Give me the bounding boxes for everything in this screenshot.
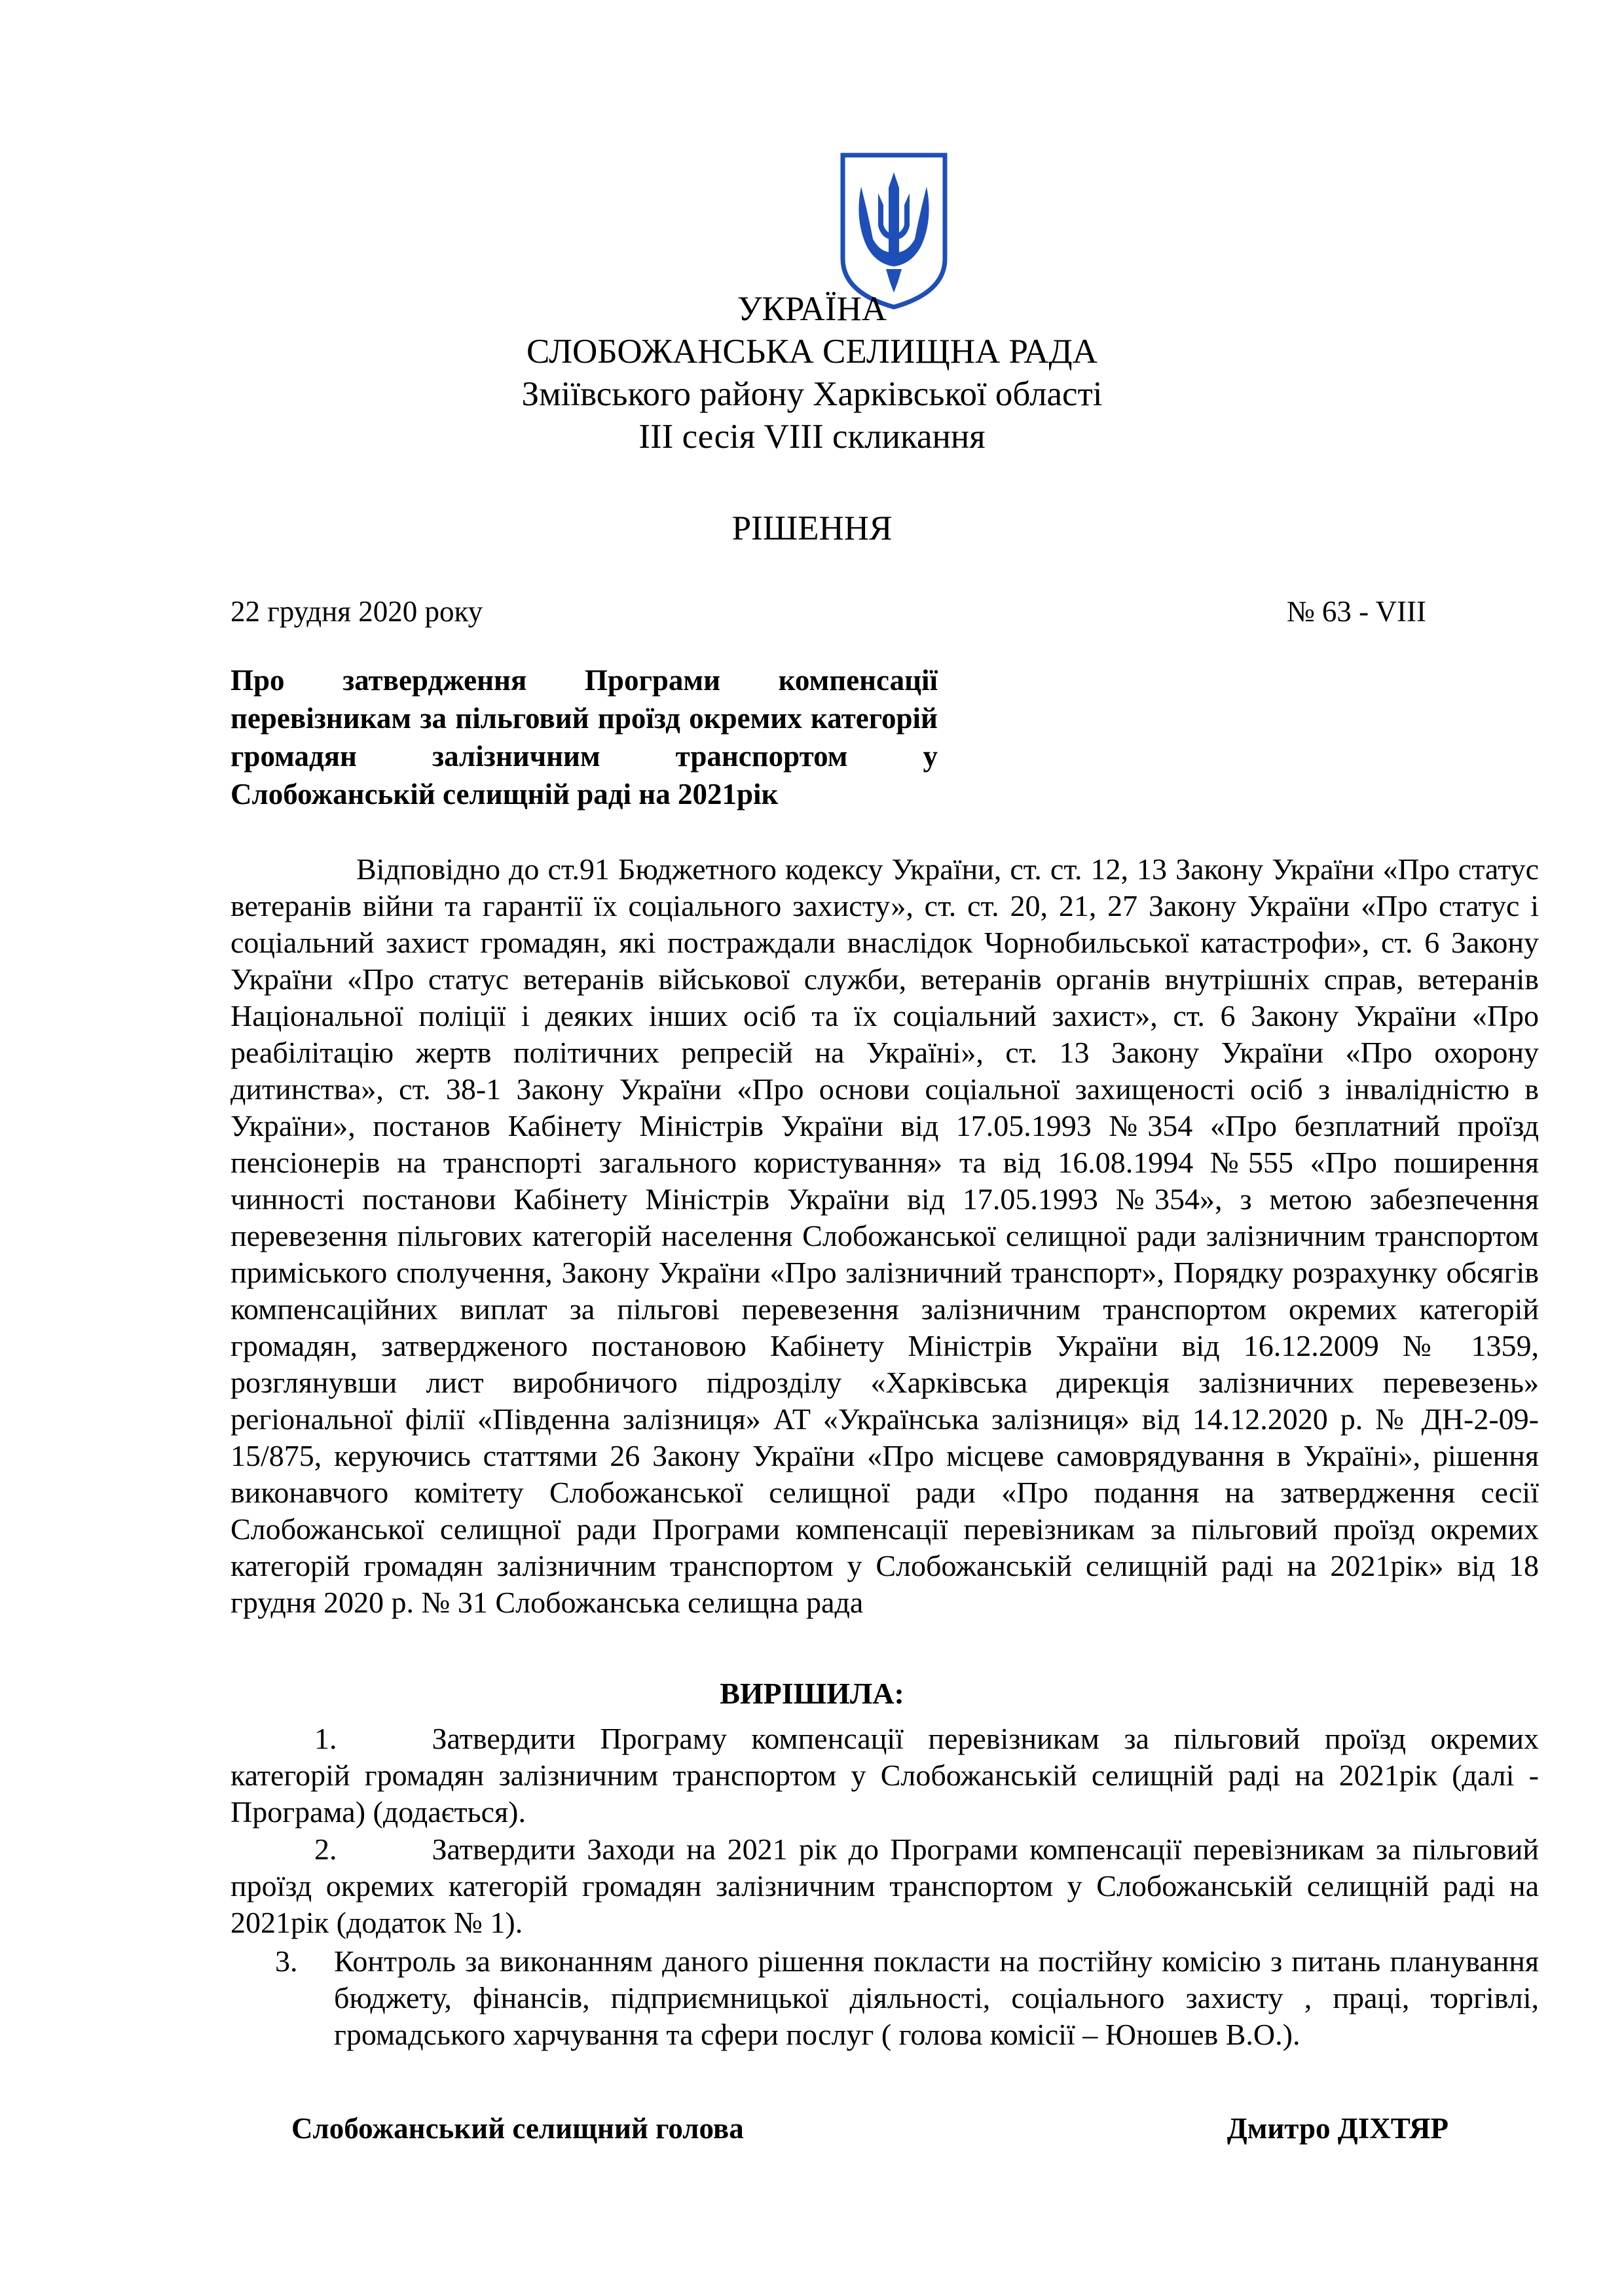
signatory-title: Слобожанський селищний голова <box>291 2112 744 2145</box>
item-text: Затвердити Програму компенсації перевізникам за пільговий проїзд окремих категорій громадян залізничним транспортом у Слобожанській селищній раді на 2021рік (далі - Програма) (додається). <box>231 1722 1539 1829</box>
item-text: Контроль за виконанням даного рішення покласти на постійну комісію з питань планування бюджету, фінансів, підприємницької діяльності, соціального захисту , праці, торгівлі, громадського харчування та сфери послуг ( голова комісії – Юношев В.О.). <box>334 1944 1539 2051</box>
document-type-title: РІШЕННЯ <box>731 509 893 547</box>
resolved-heading: ВИРІШИЛА: <box>720 1677 904 1710</box>
district-heading: Зміївського району Харківської області <box>521 375 1103 413</box>
ukraine-trident-emblem-icon <box>835 147 953 311</box>
resolution-item-3 <box>275 1943 1539 2053</box>
item-text: Затвердити Заходи на 2021 рік до Програми компенсації перевізникам за пільговий проїзд окремих категорій громадян залізничним транспортом у Слобожанській селищній раді на 2021рік (додаток № 1). <box>231 1832 1539 1939</box>
decision-date: 22 грудня 2020 року <box>231 595 483 628</box>
decision-number: № 63 - VIII <box>1286 595 1426 628</box>
item-number: 2. <box>314 1832 337 1866</box>
council-heading: СЛОБОЖАНСЬКА СЕЛИЩНА РАДА <box>526 333 1098 371</box>
decision-subject: Про затвердження Програми компенсації перевізникам за пільговий проїзд окремих категорій громадян залізничним транспортом у Слобожанській селищній раді на 2021рік <box>231 664 938 811</box>
item-number: 3. <box>275 1944 298 1978</box>
preamble-paragraph: Відповідно до ст.91 Бюджетного кодексу України, ст. ст. 12, 13 Закону України «Про статус ветеранів війни та гарантії їх соціального захисту», ст. ст. 20, 21, 27 Закону України «Про статус і соціальний захист громадян, які постраждали внаслідок Чорнобильської катастрофи», ст. 6 Закону України «Про статус ветеранів військової служби, ветеранів органів внутрішніх справ, ветеранів Національної поліції і деяких інших осіб та їх соціальний захист», ст. 6 Закону України «Про реабілітацію жертв політичних репресій на Україні», ст. 13 Закону України «Про охорону дитинства», ст. 38-1 Закону України «Про основи соціальної захищеності осіб з інвалідністю в України», постанов Кабінету Міністрів України від 17.05.1993 №354 «Про безплатний проїзд пенсіонерів на транспорті загального користування» та від 16.08.1994 №555 «Про поширення чинності постанови Кабінету Міністрів України від 17.05.1993 №354», з метою забезпечення перевезення пільгових категорій населення Слобожанської селищної ради залізничним транспортом приміського сполучення, Закону України «Про залізничний транспорт», Порядку розрахунку обсягів компенсаційних виплат за пільгові перевезення залізничним транспортом окремих категорій громадян, затвердженого постановою Кабінету Міністрів України від 16.12.2009 № 1359, розглянувши лист виробничого підрозділу «Харківська дирекція залізничних перевезень» регіональної філії «Південна залізниця» АТ «Українська залізниця» від 14.12.2020 р. № ДН-2-09-15/875, керуючись статтями 26 Закону України «Про місцеве самоврядування в Україні», рішення виконавчого комітету Слобожанської селищної ради «Про подання на затвердження сесії Слобожанської селищної ради Програми компенсації перевізникам за пільговий проїзд окремих категорій громадян залізничним транспортом у Слобожанській селищній раді на 2021рік» від 18 грудня 2020 р. № 31 Слобожанська селищна рада <box>231 852 1539 1619</box>
signatory-name: Дмитро ДІХТЯР <box>1227 2112 1449 2145</box>
session-heading: ІІІ сесія VІІІ скликання <box>638 418 986 456</box>
resolution-item-2 <box>231 1831 1539 1941</box>
resolution-item-1 <box>231 1721 1539 1831</box>
country-heading: УКРАЇНА <box>737 290 887 328</box>
item-number: 1. <box>314 1722 337 1755</box>
